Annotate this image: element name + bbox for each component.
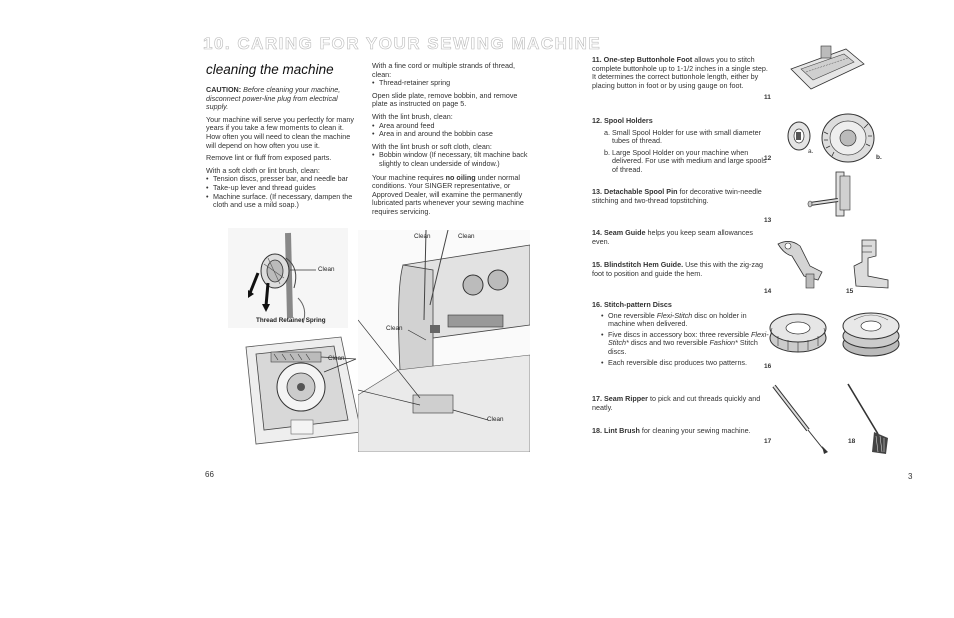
item-14 (592, 229, 772, 246)
item-heading: Lint Brush (604, 426, 640, 435)
list-item: • Area in and around the bobbin case (372, 130, 528, 139)
caution-text: Before cleaning your machine, disconnect power-line plug from electrical supply. (206, 85, 341, 112)
list-item: • Take-up lever and thread guides (206, 184, 359, 193)
item-12 (592, 117, 772, 175)
item-sub-b: b. Large Spool Holder on your machine when delivered. For use with medium and large spools of thread. (604, 147, 767, 174)
section-title: cleaning the machine (206, 62, 334, 77)
remove-lint-paragraph: Remove lint or fluff from exposed parts. (206, 153, 332, 163)
item-number: 14. (592, 228, 602, 237)
soft-cloth-intro: With a soft cloth or lint brush, clean: (206, 165, 320, 175)
stitch-pattern-disc-illustration-2 (840, 304, 902, 360)
list-item: • Area around feed (372, 122, 528, 131)
caution-label: CAUTION: (206, 85, 242, 94)
fine-cord-list (372, 79, 528, 88)
bobbin-area-illustration (226, 332, 366, 447)
list-item: • Thread-retainer spring (372, 79, 528, 88)
item-text: Use this with the zig-zag foot to position and guide the hem. (592, 260, 763, 278)
soft-cloth-list (206, 175, 359, 209)
fig-number-15: 15 (846, 288, 854, 295)
oiling-text-pre: Your machine requires (372, 172, 446, 182)
item-number: 11. (592, 55, 602, 64)
fig-number-17: 17 (764, 438, 772, 445)
page-number-right: 3 (908, 472, 913, 481)
middle-column-text (372, 62, 528, 221)
large-spool-holder-illustration (818, 112, 876, 164)
fig-number-18: 18 (848, 438, 856, 445)
fig-number-13: 13 (764, 217, 772, 224)
item-number: 15. (592, 260, 602, 269)
clean-label-4: Clean (458, 233, 475, 240)
item-heading: Spool Holders (604, 116, 653, 125)
item-number: 12. (592, 116, 602, 125)
stitch-pattern-disc-illustration-1 (768, 306, 828, 358)
tension-disc-illustration (228, 228, 348, 328)
clean-label-5: Clean (386, 325, 403, 332)
item-16-bullet-2: • Five discs in accessory box: three reversible Flexi-Stitch* discs and two reversible Fashion* Stitch discs. (602, 331, 772, 357)
clean-label-1: Clean (318, 266, 335, 273)
fig-number-14: 14 (764, 288, 772, 295)
item-16 (592, 301, 772, 367)
fig-label-a: a. (808, 148, 814, 155)
seam-ripper-illustration (770, 384, 840, 456)
list-item: • Tension discs, presser bar, and needle bar (206, 175, 359, 184)
item-17 (592, 395, 772, 412)
item-18 (592, 427, 772, 436)
item-15 (592, 261, 772, 278)
item-heading: Blindstitch Hem Guide. (604, 260, 684, 269)
machine-head-illustration (358, 230, 530, 452)
fig-number-16: 16 (764, 363, 772, 370)
lint-brush-intro: With the lint brush, clean: (372, 111, 453, 121)
list-item: • Machine surface. (If necessary, dampen the cloth and use a mild soap.) (206, 193, 359, 210)
item-number: 16. (592, 300, 602, 309)
item-text: helps you keep seam allowances even. (592, 228, 754, 246)
item-sub-a: a. Small Spool Holder for use with small diameter tubes of thread. (604, 127, 761, 146)
item-text: allows you to stitch complete buttonhole up to 1-1/2 inches in a single step. It determines the correct buttonhole length, either by placing button in foot or by using gauge on foot. (592, 55, 768, 90)
item-13 (592, 188, 772, 205)
oiling-text-post: under normal conditions. Your SINGER representative, or Approved Dealer, will examine the permanently lubricated parts whenever your sewing machine requires servicing. (372, 172, 524, 216)
item-text: to pick and cut threads quickly and neatly. (592, 394, 761, 412)
detachable-spool-pin-illustration (806, 170, 856, 226)
clean-label-2: Clean (328, 355, 345, 362)
item-11 (592, 56, 772, 90)
item-text: for cleaning your sewing machine. (639, 426, 751, 435)
item-number: 18. (592, 426, 602, 435)
oiling-text-bold: no oiling (445, 172, 476, 182)
open-slide-paragraph: Open slide plate, remove bobbin, and remove plate as instructed on page 5. (372, 90, 518, 109)
fig-number-11: 11 (764, 94, 771, 101)
item-heading: One-step Buttonhole Foot (603, 55, 693, 64)
item-number: 17. (592, 394, 602, 403)
buttonhole-foot-illustration (786, 44, 866, 94)
thread-retainer-spring-label: Thread Retainer Spring (256, 317, 326, 324)
chapter-title: 10. CARING FOR YOUR SEWING MACHINE (203, 34, 602, 53)
seam-guide-illustration (770, 236, 836, 292)
lint-brush-list (372, 122, 528, 139)
item-heading: Detachable Spool Pin (604, 187, 678, 196)
fig-label-b: b. (876, 154, 882, 161)
item-heading: Seam Ripper (604, 394, 648, 403)
item-16-bullet-3: • Each reversible disc produces two patterns. (602, 359, 772, 368)
clean-label-3: Clean (414, 233, 431, 240)
item-16-bullet-1: • One reversible Flexi-Stitch disc on holder in machine when delivered. (602, 312, 772, 329)
item-heading: Stitch-pattern Discs (604, 300, 672, 309)
intro-paragraph: Your machine will serve you perfectly for many years if you take a few moments to clean it. How often you will need to clean the machine will depend on how often you use it. (206, 114, 354, 150)
blindstitch-hem-guide-illustration (842, 236, 892, 294)
fig-number-12: 12 (764, 155, 772, 162)
item-number: 13. (592, 187, 602, 196)
list-item: • Bobbin window (If necessary, tilt machine back slightly to clean underside of window.) (372, 151, 528, 168)
lint-or-cloth-list (372, 151, 528, 168)
lint-or-cloth-intro: With the lint brush or soft cloth, clean: (372, 141, 492, 151)
clean-label-6: Clean (487, 416, 504, 423)
left-column-text (206, 86, 359, 214)
page-number-left: 66 (205, 470, 214, 479)
item-text: for decorative twin-needle stitching and two-thread topstitching. (592, 187, 762, 205)
item-heading: Seam Guide (604, 228, 646, 237)
fine-cord-intro: With a fine cord or multiple strands of thread, clean: (372, 61, 516, 79)
